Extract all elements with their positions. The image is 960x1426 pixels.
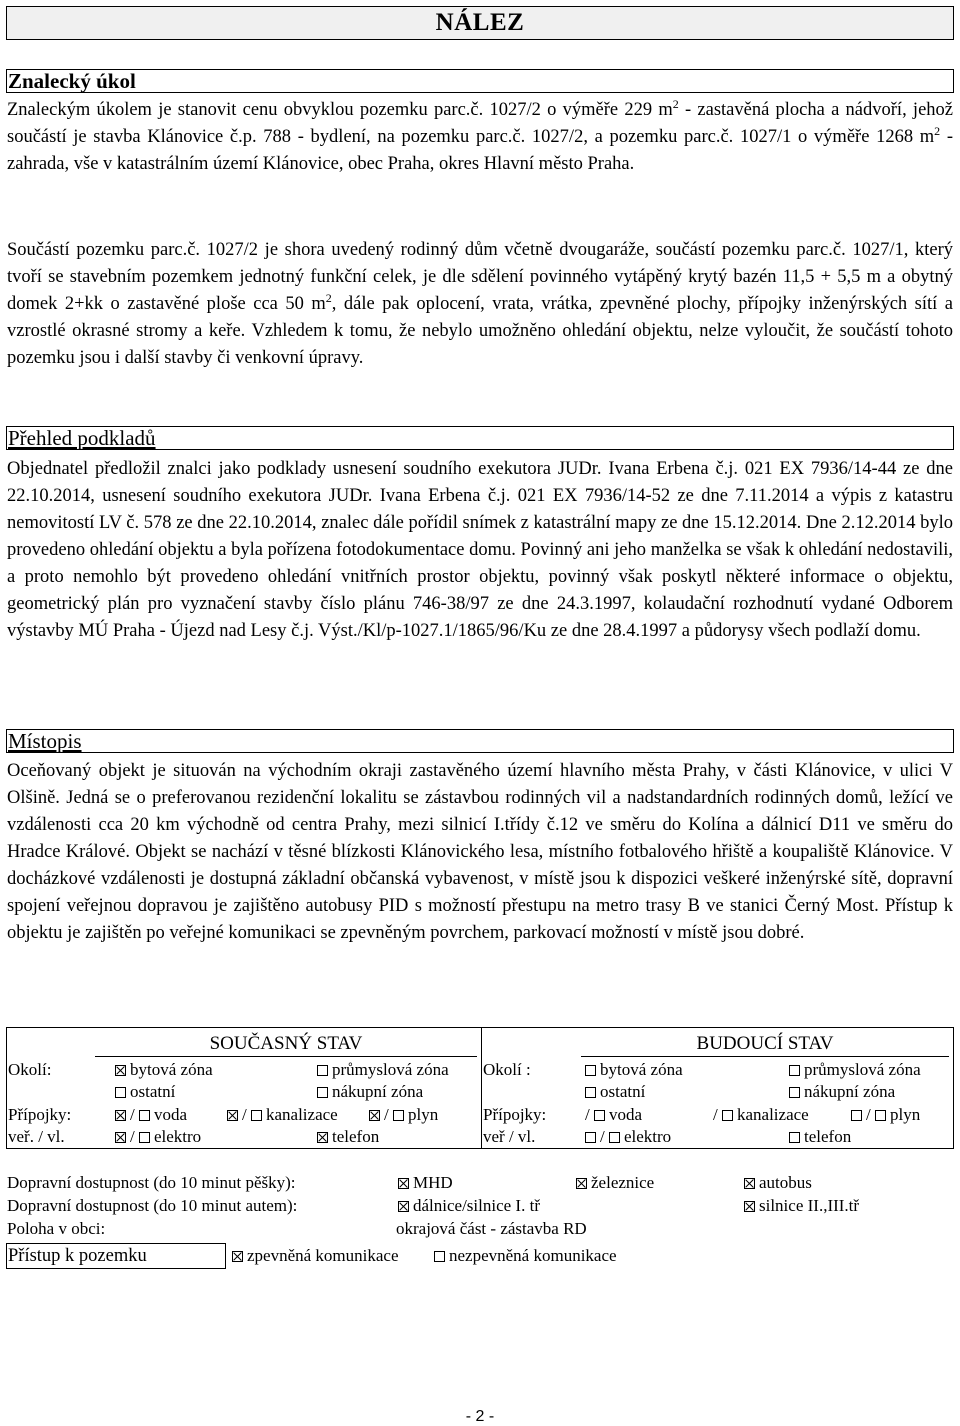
silnice-option: silnice II.,III.tř [744,1196,859,1216]
current-telefon: telefon [317,1127,379,1147]
pristup-heading: Přístup k pozemku [6,1243,226,1269]
future-ostatni: ostatní [585,1082,645,1102]
section-heading-mistopis: Místopis [6,729,954,753]
checked-box-icon [744,1201,755,1212]
checked-box-icon [115,1065,126,1076]
future-voda: / voda [585,1105,643,1124]
empty-box-icon [139,1110,150,1121]
current-voda: / voda [115,1105,187,1125]
current-bytova: bytová zóna [115,1060,213,1080]
empty-box-icon [585,1087,596,1098]
page-number: - 2 - [465,1408,495,1425]
ukol-paragraph-1: Znaleckým úkolem je stanovit cenu obvyklou pozemku parc.č. 1027/2 o výměře 229 $m^2$ - zastavěná plocha a nádvoří, jehož součástí je stavba Klánovice č.p. 788 - bydlení, na pozemku parc.č. 1027/2, a pozemku parc.č. 1027/1 o výměře 1268 $m^2$ - zahrada, vše v katastrálním území Klánovice, obec Praha, okres Hlavní město Praha. [7,97,953,174]
current-prumyslova: průmyslová zóna [317,1060,449,1080]
future-state-panel: BUDOUCÍ STAV Okolí : bytová zóna průmyslová zóna ostatní nákupní zóna Přípojky: / voda / kanalizace / plyn veř / vl. / elektro telefon [481,1028,953,1148]
mhd-option: MHD [398,1173,453,1193]
ukol-paragraph-2: Součástí pozemku parc.č. 1027/2 je shora uvedený rodinný dům včetně dvougaráže, součástí pozemku parc.č. 1027/1, který tvoří se stavebním pozemkem jednotný funkční celek, je dle sdělení povinného vytápěný krytý bazén 11,5 + 5,5 m a obytný domek 2+kk o zastavěné ploše cca 50 $m^2$, dále pak oplocení, vrata, vrátka, zpevněné plochy, přípojky inženýrských sítí a vzrostlé okrasné stromy a keře. Vzhledem k tomu, že nebylo umožněno ohledání objektu, nelze vyloučit, že součástí tohoto pozemku jsou i další stavby či venkovní úpravy. [7,240,953,368]
zeleznice-option: železnice [576,1173,654,1193]
future-prumyslova: průmyslová zóna [789,1060,921,1080]
podklady-paragraph: Objednatel předložil znalci jako podklady usnesení soudního exekutora JUDr. Ivana Erbena č.j. 021 EX 7936/14-44 ze dne 22.10.2014, usnesení soudního exekutora JUDr. Ivana Erbena č.j. 021 EX 7936/14-52 ze dne 7.11.2014 a výpis z katastru nemovitostí LV č. 578 ze dne 22.10.2014, znalec dále pořídil snímek z katastrální mapy ze dne 15.12.2014. Dne 2.12.2014 bylo provedeno ohledání objektu a byla pořízena fotodokumentace domu. Povinný ani jeho manželka se však k ohledání nedostavili, a proto nemohlo být provedeno ohledání vnitřních prostor objektu, povinný však poskytl některé informace o objektu, geometrický plán pro vyznačení stavby číslo plánu 746-38/97 ze dne 24.3.1997, kolaudační rozhodnutí vydané Odborem výstavby MÚ Praha - Újezd nad Lesy č.j. Výst./Kl/p-1027.1/1865/96/Ku ze dne 28.4.1997 a půdorysy všech podlaží domu. [7,459,953,641]
current-state-panel: SOUČASNÝ STAV Okolí: bytová zóna průmyslová zóna ostatní nákupní zóna Přípojky: / voda / kanalizace / plyn veř. / vl. / elektro telefon [7,1028,482,1148]
checked-box-icon [317,1132,328,1143]
future-bytova: bytová zóna [585,1060,683,1080]
empty-box-icon [609,1132,620,1143]
empty-box-icon [115,1087,126,1098]
checked-box-icon [576,1178,587,1189]
title-box [6,6,954,40]
current-state-header: SOUČASNÝ STAV [95,1028,477,1057]
empty-box-icon [722,1110,733,1121]
document-page: NÁLEZ Znalecký úkol Znaleckým úkolem je stanovit cenu obvyklou pozemku parc.č. 1027/2 o výměře 229 $m^2$ - zastavěná plocha a nádvoří, jehož součástí je stavba Klánovice č.p. 788 - bydlení, na pozemku parc.č. 1027/2, a pozemku parc.č. 1027/1 o výměře 1268 $m^2$ - zahrada, vše v katastrálním území Klánovice, obec Praha, okres Hlavní město Praha. Součástí pozemku parc.č. 1027/2 je shora uvedený rodinný dům včetně dvougaráže, součástí pozemku parc.č. 1027/1, který tvoří se stavebním pozemkem jednotný funkční celek, je dle sdělení povinného vytápěný krytý bazén 11,5 + 5,5 m a obytný domek 2+kk o zastavěné ploše cca 50 $m^2$, dále pak oplocení, vrata, vrátka, zpevněné plochy, přípojky inženýrských sítí a vzrostlé okrasné stromy a keře. Vzhledem k tomu, že nebylo umožněno ohledání objektu, nelze vyloučit, že součástí tohoto pozemku jsou i další stavby či venkovní úpravy. Přehled podkladů Objednatel předložil znalci jako podklady usnesení soudního exekutora JUDr. Ivana Erbena č.j. 021 EX 7936/14-44 ze dne 22.10.2014, usnesení soudního exekutora JUDr. Ivana Erbena č.j. 021 EX 7936/14-52 ze dne 7.11.2014 a výpis z katastru nemovitostí LV č. 578 ze dne 22.10.2014, znalec dále pořídil snímek z katastrální mapy ze dne 15.12.2014. Dne 2.12.2014 bylo provedeno ohledání objektu a byla pořízena fotodokumentace domu. Povinný ani jeho manželka se však k ohledání nedostavili, a proto nemohlo být provedeno ohledání vnitřních prostor objektu, povinný však poskytl některé informace o objektu, geometrický plán pro vyznačení stavby číslo plánu 746-38/97 ze dne 24.3.1997, kolaudační rozhodnutí vydané Odborem výstavby MÚ Praha - Újezd nad Lesy č.j. Výst./Kl/p-1027.1/1865/96/Ku ze dne 28.4.1997 a půdorysy všech podlaží domu. Místopis Oceňovaný objekt je situován na východním okraji zastavěného území hlavního města Prahy, v části Klánovice, v ulici V Olšině. Jedná se o preferovanou rezidenční lokalitu se zástavbou rodinných vil a nadstandardních rodinných domů, ležící ve vzdálenosti cca 20 km východně od centra Prahy, mezi silnicí I.třídy č.12 ve směru do Kolína a dálnicí D11 ve směru do Hradce Králové. Objekt se nachází v těsné blízkosti Klánovického lesa, místního fotbalového hřiště a koupaliště Klánovice. V docházkové vzdálenosti je dostupná základní občanská vybavenost, v místě jsou k dispozici veškeré inženýrské sítě, dopravní spojení veřejnou dopravou je zajištěno autobusy PID s možností přestupu na metro trasy B ve stanici Černý Most. Přístup k objektu je zajištěn po veřejné komunikaci se zpevněným povrchem, parkovací možností v místě jsou dobré. SOUČASNÝ STAV Okolí: bytová zóna průmyslová zóna ostatní nákupní zóna Přípojky: / voda / kanalizace / plyn veř. / vl. / elektro telefon BUDOUCÍ STAV Okolí : bytová zóna průmyslová zóna ostatní nákupní zóna Přípojky: / voda / kanalizace / plyn veř / vl. / elektro telefon Dopravní dostupnost (do 10 minut pěšky): MHD železnice autobus Dopravní dostupnost (do 10 minut autem): dálnice/silnice I. tř silnice II.,III.tř Poloha v obci: okrajová část - zástavba RD Přístup k pozemku zpevněná komunikace nezpevněná komunikace [6,6,954,40]
empty-box-icon [317,1065,328,1076]
current-plyn: / plyn [369,1105,438,1125]
checked-box-icon [227,1110,238,1121]
checked-box-icon [115,1132,126,1143]
empty-box-icon [251,1110,262,1121]
stav-table [6,1027,954,1149]
current-nakupni: nákupní zóna [317,1082,423,1102]
empty-box-icon [317,1087,328,1098]
checked-box-icon [115,1110,126,1121]
current-ostatni: ostatní [115,1082,175,1102]
empty-box-icon [851,1110,862,1121]
empty-box-icon [789,1065,800,1076]
poloha-value: okrajová část - zástavba RD [396,1219,587,1238]
empty-box-icon [789,1087,800,1098]
empty-box-icon [789,1132,800,1143]
future-telefon: telefon [789,1127,851,1147]
section-heading-ukol: Znalecký úkol [6,69,954,93]
future-kanalizace: / kanalizace [713,1105,809,1124]
checked-box-icon [232,1251,243,1262]
checked-box-icon [744,1178,755,1189]
section-heading-podklady: Přehled podkladů [6,426,954,450]
future-state-header: BUDOUCÍ STAV [581,1028,949,1057]
empty-box-icon [434,1251,445,1262]
empty-box-icon [393,1110,404,1121]
checked-box-icon [398,1178,409,1189]
future-elektro: / elektro [585,1127,671,1147]
future-nakupni: nákupní zóna [789,1082,895,1102]
page-title: NÁLEZ [435,9,525,36]
current-kanalizace: / kanalizace [227,1105,338,1125]
empty-box-icon [139,1132,150,1143]
empty-box-icon [594,1110,605,1121]
empty-box-icon [585,1065,596,1076]
empty-box-icon [585,1132,596,1143]
nezpevnena-option: nezpevněná komunikace [434,1246,617,1266]
autobus-option: autobus [744,1173,812,1193]
checked-box-icon [369,1110,380,1121]
dalnice-option: dálnice/silnice I. tř [398,1196,540,1216]
checked-box-icon [398,1201,409,1212]
future-plyn: / plyn [851,1105,920,1125]
zpevnena-option: zpevněná komunikace [232,1246,399,1266]
mistopis-paragraph: Oceňovaný objekt je situován na východním okraji zastavěného území hlavního města Prahy, v části Klánovice, v ulici V Olšině. Jedná se o preferovanou rezidenční lokalitu se zástavbou rodinných vil a nadstandardních rodinných domů, ležící ve vzdálenosti cca 20 km východně od centra Prahy, mezi silnicí I.třídy č.12 ve směru do Kolína a dálnicí D11 ve směru do Hradce Králové. Objekt se nachází v těsné blízkosti Klánovického lesa, místního fotbalového hřiště a koupaliště Klánovice. V docházkové vzdálenosti je dostupná základní občanská vybavenost, v místě jsou k dispozici veškeré inženýrské sítě, dopravní spojení veřejnou dopravou je zajištěno autobusy PID s možností přestupu na metro trasy B ve stanici Černý Most. Přístup k objektu je zajištěn po veřejné komunikaci se zpevněným povrchem, parkovací možností v místě jsou dobré. [7,761,953,943]
empty-box-icon [875,1110,886,1121]
current-elektro: / elektro [115,1127,201,1147]
